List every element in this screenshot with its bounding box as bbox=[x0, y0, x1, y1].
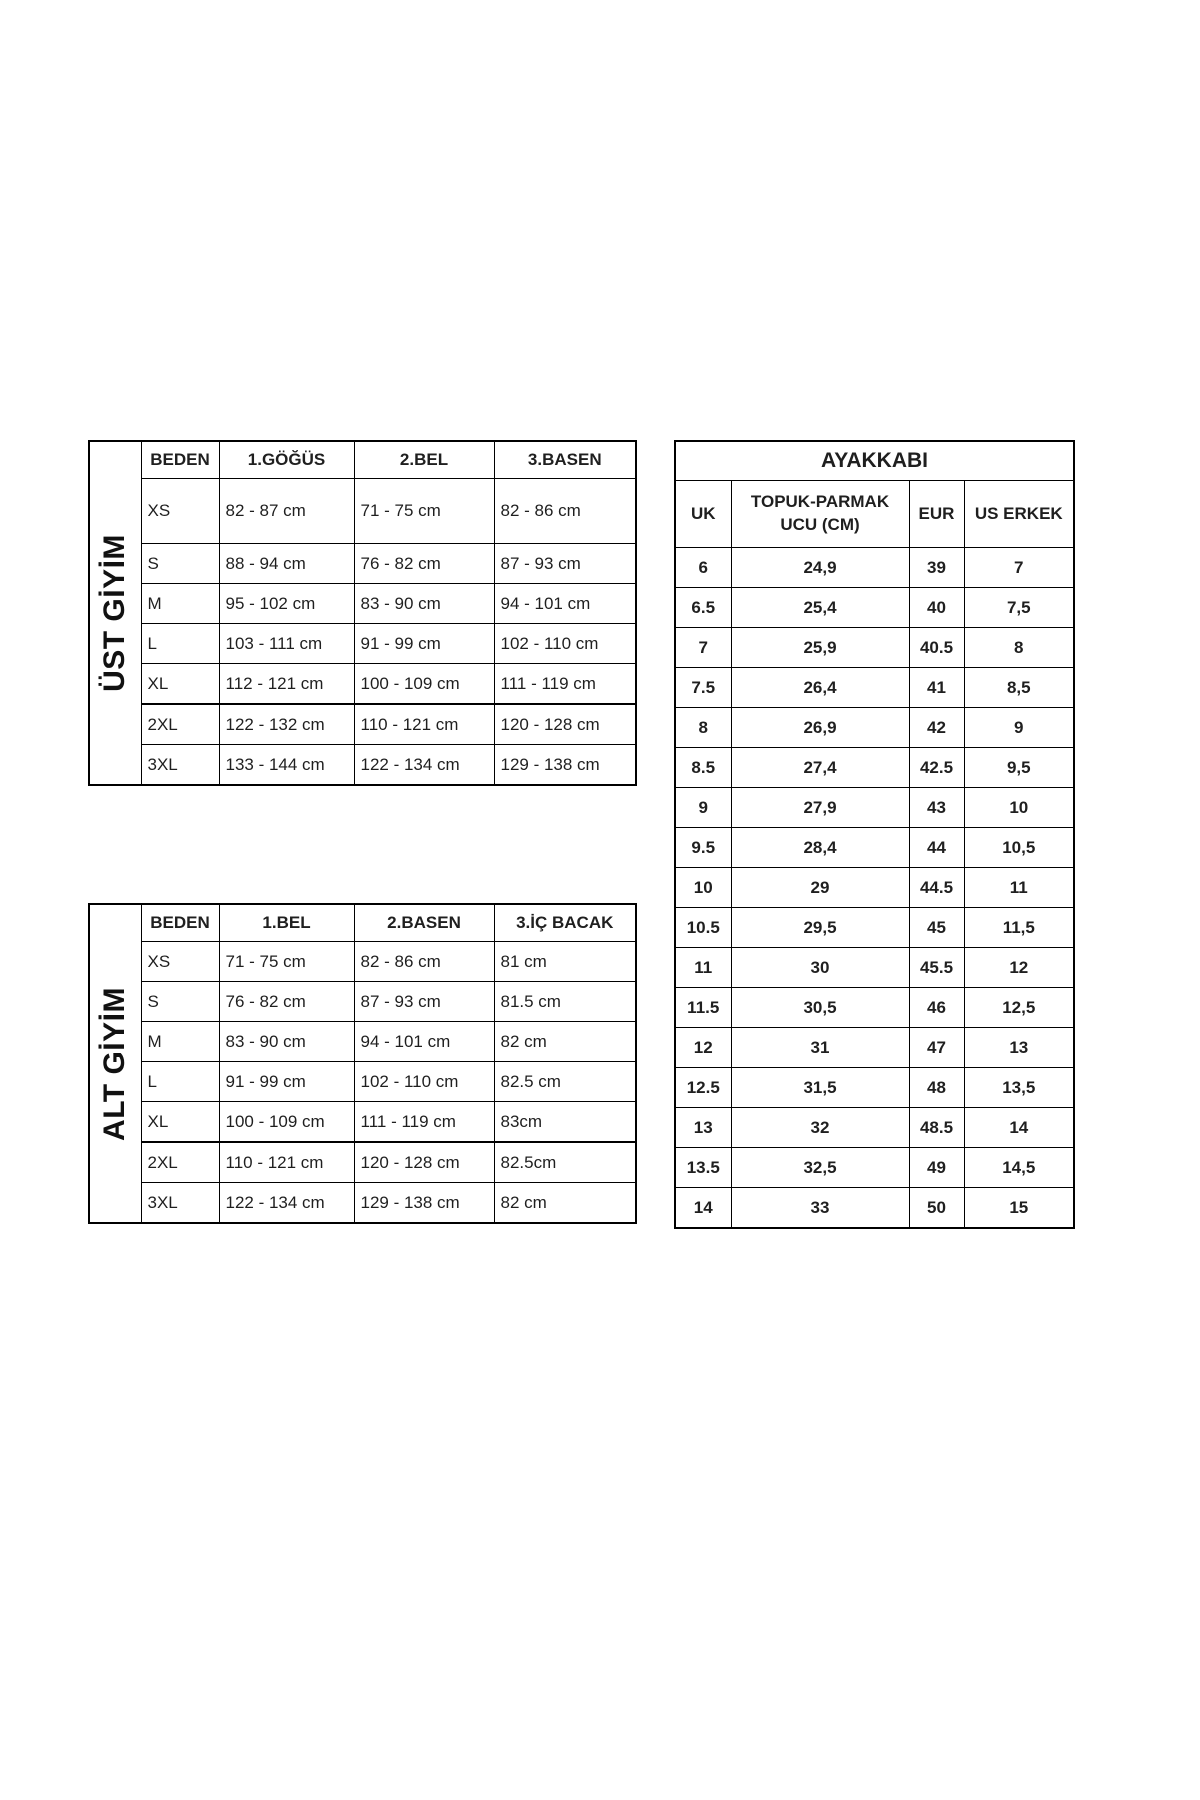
value-cell: 102 - 110 cm bbox=[494, 624, 636, 664]
table-row bbox=[89, 982, 636, 1022]
table-row bbox=[675, 548, 1074, 588]
uk-size-cell: 12 bbox=[675, 1028, 731, 1068]
value-cell: 122 - 132 cm bbox=[219, 704, 354, 745]
value-cell: 76 - 82 cm bbox=[354, 544, 494, 584]
value-cell: 40.5 bbox=[909, 628, 964, 668]
alt-giyim-side-cell bbox=[89, 904, 141, 1223]
value-cell: 111 - 119 cm bbox=[494, 664, 636, 705]
value-cell: 100 - 109 cm bbox=[219, 1102, 354, 1143]
table-row bbox=[89, 1142, 636, 1183]
value-cell: 14 bbox=[964, 1108, 1074, 1148]
column-header-basen: 2.BASEN bbox=[354, 904, 494, 942]
title-row bbox=[675, 441, 1074, 481]
value-cell: 48.5 bbox=[909, 1108, 964, 1148]
table-row bbox=[89, 1022, 636, 1062]
column-header-topuk-parmak: TOPUK-PARMAK UCU (CM) bbox=[731, 481, 909, 548]
value-cell: 83 - 90 cm bbox=[354, 584, 494, 624]
value-cell: 32 bbox=[731, 1108, 909, 1148]
value-cell: 111 - 119 cm bbox=[354, 1102, 494, 1143]
value-cell: 112 - 121 cm bbox=[219, 664, 354, 705]
table-row bbox=[675, 948, 1074, 988]
table-row bbox=[675, 628, 1074, 668]
value-cell: 76 - 82 cm bbox=[219, 982, 354, 1022]
table-row bbox=[675, 1028, 1074, 1068]
value-cell: 30,5 bbox=[731, 988, 909, 1028]
value-cell: 91 - 99 cm bbox=[354, 624, 494, 664]
value-cell: 12 bbox=[964, 948, 1074, 988]
value-cell: 8,5 bbox=[964, 668, 1074, 708]
table-row bbox=[89, 584, 636, 624]
alt-giyim-label: ALT GİYİM bbox=[98, 986, 132, 1141]
uk-size-cell: 10 bbox=[675, 868, 731, 908]
table-row bbox=[675, 828, 1074, 868]
value-cell: 11 bbox=[964, 868, 1074, 908]
table-row bbox=[89, 942, 636, 982]
value-cell: 42 bbox=[909, 708, 964, 748]
uk-size-cell: 8.5 bbox=[675, 748, 731, 788]
value-cell: 82.5 cm bbox=[494, 1062, 636, 1102]
value-cell: 46 bbox=[909, 988, 964, 1028]
value-cell: 83 - 90 cm bbox=[219, 1022, 354, 1062]
value-cell: 47 bbox=[909, 1028, 964, 1068]
uk-size-cell: 7.5 bbox=[675, 668, 731, 708]
value-cell: 82 - 87 cm bbox=[219, 479, 354, 544]
value-cell: 9,5 bbox=[964, 748, 1074, 788]
value-cell: 40 bbox=[909, 588, 964, 628]
table-row bbox=[89, 544, 636, 584]
value-cell: 30 bbox=[731, 948, 909, 988]
value-cell: 12,5 bbox=[964, 988, 1074, 1028]
value-cell: 13 bbox=[964, 1028, 1074, 1068]
size-cell: S bbox=[141, 544, 219, 584]
value-cell: 27,9 bbox=[731, 788, 909, 828]
value-cell: 45.5 bbox=[909, 948, 964, 988]
ayakkabi-title: AYAKKABI bbox=[675, 441, 1074, 481]
ust-giyim-label: ÜST GİYİM bbox=[98, 534, 132, 692]
table-row bbox=[675, 908, 1074, 948]
table-row bbox=[89, 704, 636, 745]
table-row bbox=[675, 668, 1074, 708]
size-cell: XL bbox=[141, 664, 219, 705]
value-cell: 24,9 bbox=[731, 548, 909, 588]
value-cell: 8 bbox=[964, 628, 1074, 668]
table-row bbox=[89, 1062, 636, 1102]
value-cell: 122 - 134 cm bbox=[354, 745, 494, 786]
table-row bbox=[675, 1148, 1074, 1188]
uk-size-cell: 13 bbox=[675, 1108, 731, 1148]
table-row bbox=[89, 1102, 636, 1143]
table-row bbox=[675, 1188, 1074, 1229]
size-cell: 3XL bbox=[141, 745, 219, 786]
value-cell: 88 - 94 cm bbox=[219, 544, 354, 584]
value-cell: 10,5 bbox=[964, 828, 1074, 868]
column-header-us-erkek: US ERKEK bbox=[964, 481, 1074, 548]
table-row bbox=[675, 708, 1074, 748]
value-cell: 100 - 109 cm bbox=[354, 664, 494, 705]
value-cell: 81.5 cm bbox=[494, 982, 636, 1022]
uk-size-cell: 9.5 bbox=[675, 828, 731, 868]
value-cell: 27,4 bbox=[731, 748, 909, 788]
uk-size-cell: 9 bbox=[675, 788, 731, 828]
value-cell: 120 - 128 cm bbox=[354, 1142, 494, 1183]
uk-size-cell: 6 bbox=[675, 548, 731, 588]
value-cell: 25,4 bbox=[731, 588, 909, 628]
value-cell: 82 cm bbox=[494, 1022, 636, 1062]
value-cell: 15 bbox=[964, 1188, 1074, 1229]
value-cell: 129 - 138 cm bbox=[354, 1183, 494, 1224]
value-cell: 83cm bbox=[494, 1102, 636, 1143]
table-row bbox=[675, 988, 1074, 1028]
size-cell: 3XL bbox=[141, 1183, 219, 1224]
value-cell: 42.5 bbox=[909, 748, 964, 788]
value-cell: 29,5 bbox=[731, 908, 909, 948]
value-cell: 7,5 bbox=[964, 588, 1074, 628]
value-cell: 26,9 bbox=[731, 708, 909, 748]
size-cell: L bbox=[141, 1062, 219, 1102]
uk-size-cell: 11 bbox=[675, 948, 731, 988]
value-cell: 120 - 128 cm bbox=[494, 704, 636, 745]
table-row bbox=[675, 1068, 1074, 1108]
uk-size-cell: 10.5 bbox=[675, 908, 731, 948]
table-row bbox=[89, 664, 636, 705]
value-cell: 32,5 bbox=[731, 1148, 909, 1188]
uk-size-cell: 12.5 bbox=[675, 1068, 731, 1108]
value-cell: 31 bbox=[731, 1028, 909, 1068]
value-cell: 44.5 bbox=[909, 868, 964, 908]
uk-size-cell: 13.5 bbox=[675, 1148, 731, 1188]
table-row bbox=[675, 588, 1074, 628]
value-cell: 13,5 bbox=[964, 1068, 1074, 1108]
ayakkabi-table bbox=[674, 440, 1075, 1229]
value-cell: 122 - 134 cm bbox=[219, 1183, 354, 1224]
value-cell: 49 bbox=[909, 1148, 964, 1188]
ust-giyim-table bbox=[88, 440, 637, 786]
table-row bbox=[675, 1108, 1074, 1148]
size-cell: XS bbox=[141, 479, 219, 544]
value-cell: 129 - 138 cm bbox=[494, 745, 636, 786]
header-row bbox=[675, 481, 1074, 548]
value-cell: 82 - 86 cm bbox=[354, 942, 494, 982]
value-cell: 87 - 93 cm bbox=[494, 544, 636, 584]
size-cell: L bbox=[141, 624, 219, 664]
value-cell: 110 - 121 cm bbox=[354, 704, 494, 745]
value-cell: 110 - 121 cm bbox=[219, 1142, 354, 1183]
value-cell: 71 - 75 cm bbox=[354, 479, 494, 544]
header-row bbox=[89, 441, 636, 479]
size-cell: XS bbox=[141, 942, 219, 982]
table-row bbox=[675, 868, 1074, 908]
size-cell: S bbox=[141, 982, 219, 1022]
value-cell: 28,4 bbox=[731, 828, 909, 868]
value-cell: 39 bbox=[909, 548, 964, 588]
size-cell: XL bbox=[141, 1102, 219, 1143]
value-cell: 87 - 93 cm bbox=[354, 982, 494, 1022]
column-header-ic-bacak: 3.İÇ BACAK bbox=[494, 904, 636, 942]
alt-giyim-table bbox=[88, 903, 637, 1224]
uk-size-cell: 6.5 bbox=[675, 588, 731, 628]
column-header-eur: EUR bbox=[909, 481, 964, 548]
value-cell: 50 bbox=[909, 1188, 964, 1229]
size-cell: M bbox=[141, 1022, 219, 1062]
column-header-bel: 1.BEL bbox=[219, 904, 354, 942]
value-cell: 133 - 144 cm bbox=[219, 745, 354, 786]
table-row bbox=[675, 748, 1074, 788]
value-cell: 9 bbox=[964, 708, 1074, 748]
uk-size-cell: 14 bbox=[675, 1188, 731, 1229]
value-cell: 10 bbox=[964, 788, 1074, 828]
table-row bbox=[89, 479, 636, 544]
value-cell: 26,4 bbox=[731, 668, 909, 708]
value-cell: 45 bbox=[909, 908, 964, 948]
uk-size-cell: 8 bbox=[675, 708, 731, 748]
value-cell: 103 - 111 cm bbox=[219, 624, 354, 664]
value-cell: 25,9 bbox=[731, 628, 909, 668]
value-cell: 14,5 bbox=[964, 1148, 1074, 1188]
table-row bbox=[675, 788, 1074, 828]
value-cell: 94 - 101 cm bbox=[494, 584, 636, 624]
ust-giyim-side-cell bbox=[89, 441, 141, 785]
value-cell: 48 bbox=[909, 1068, 964, 1108]
table-row bbox=[89, 1183, 636, 1224]
column-header-gogus: 1.GÖĞÜS bbox=[219, 441, 354, 479]
size-cell: 2XL bbox=[141, 1142, 219, 1183]
uk-size-cell: 11.5 bbox=[675, 988, 731, 1028]
value-cell: 71 - 75 cm bbox=[219, 942, 354, 982]
column-header-beden: BEDEN bbox=[141, 904, 219, 942]
header-row bbox=[89, 904, 636, 942]
value-cell: 11,5 bbox=[964, 908, 1074, 948]
value-cell: 82 - 86 cm bbox=[494, 479, 636, 544]
value-cell: 31,5 bbox=[731, 1068, 909, 1108]
value-cell: 44 bbox=[909, 828, 964, 868]
table-row bbox=[89, 745, 636, 786]
value-cell: 7 bbox=[964, 548, 1074, 588]
value-cell: 94 - 101 cm bbox=[354, 1022, 494, 1062]
value-cell: 43 bbox=[909, 788, 964, 828]
value-cell: 29 bbox=[731, 868, 909, 908]
value-cell: 102 - 110 cm bbox=[354, 1062, 494, 1102]
value-cell: 95 - 102 cm bbox=[219, 584, 354, 624]
uk-size-cell: 7 bbox=[675, 628, 731, 668]
value-cell: 82.5cm bbox=[494, 1142, 636, 1183]
value-cell: 91 - 99 cm bbox=[219, 1062, 354, 1102]
column-header-bel: 2.BEL bbox=[354, 441, 494, 479]
table-row bbox=[89, 624, 636, 664]
value-cell: 82 cm bbox=[494, 1183, 636, 1224]
value-cell: 81 cm bbox=[494, 942, 636, 982]
value-cell: 33 bbox=[731, 1188, 909, 1229]
column-header-uk: UK bbox=[675, 481, 731, 548]
value-cell: 41 bbox=[909, 668, 964, 708]
size-cell: M bbox=[141, 584, 219, 624]
size-cell: 2XL bbox=[141, 704, 219, 745]
column-header-beden: BEDEN bbox=[141, 441, 219, 479]
column-header-basen: 3.BASEN bbox=[494, 441, 636, 479]
